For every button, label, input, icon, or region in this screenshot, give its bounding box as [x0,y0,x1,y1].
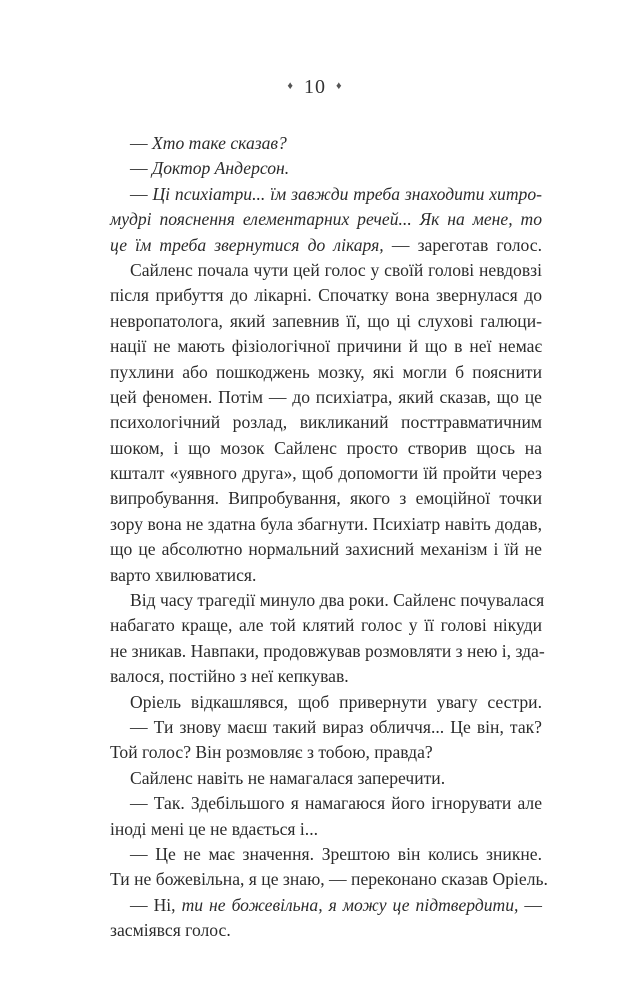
text-segment: після прибуття до лікарні. Спочатку вона звернулася до [110,285,542,306]
text-segment: засміявся голос. [110,920,231,941]
text-segment: іноді мені це не вдається і... [110,818,318,839]
text-segment: — Ти знову маєш такий вираз обличчя... Це він, так? [130,716,542,737]
text-segment: Ти не божевільна, я це знаю, — переконано сказав Оріель. [110,869,548,890]
text-segment: — зареготав голос. [383,234,542,255]
text-segment: пухлини або пошкоджень мозку, які могли б пояснити [110,361,542,382]
text-segment: — [518,894,542,915]
text-line [110,410,542,435]
text-segment: нації не мають фізіологічної причини й що в неї немає [110,336,542,357]
italic-text-segment: мудрі пояснення елементарних речей... Як на мене, то [110,209,542,230]
text-line [110,258,542,283]
text-line [110,715,542,740]
text-line [110,207,542,232]
text-line [110,588,545,613]
text-line [110,436,542,461]
text-segment: — [130,158,152,179]
text-line [110,867,548,892]
text-segment: цей феномен. Потім — до психіатра, який сказав, що це [110,386,542,407]
text-line [110,334,542,359]
text-line [110,309,542,334]
text-segment: — [130,133,152,153]
text-segment: набагато краще, але той клятий голос у її голові нікуди [110,615,542,636]
text-segment: Оріель відкашлявся, щоб привернути увагу сестри. [130,691,542,712]
text-line [110,740,542,765]
ornament-diamond-right-icon: ♦ [336,80,343,93]
italic-text-segment: це їм треба звернутися до лікаря, [110,234,384,255]
text-line [110,512,542,537]
text-segment: Від часу трагедії минуло два роки. Сайленс почувалася [130,590,545,611]
italic-text-segment: Хто таке сказав? [152,133,287,153]
text-line [110,486,542,511]
italic-text-segment: Доктор Андерсон. [152,158,290,179]
text-segment: кшталт «уявного друга», щоб допомогти їй пройти через [110,463,542,484]
text-line [110,182,542,207]
text-line [110,283,542,308]
text-line [110,385,542,410]
text-segment: що це абсолютно нормальний захисний механізм і їй не [110,539,542,560]
text-segment: Той голос? Він розмовляє з тобою, правда? [110,742,433,763]
text-line [110,639,545,664]
text-line [110,233,542,258]
text-segment: варто хвилюватися. [110,564,257,585]
text-segment: — Так. Здебільшого я намагаюся його ігнорувати але [130,793,542,814]
body-text [110,131,548,944]
text-line [110,131,542,156]
text-segment: Сайленс навіть не намагалася заперечити. [130,767,446,788]
ornament-diamond-left-icon: ♦ [287,80,294,93]
text-segment: — Ні, [130,894,182,915]
text-line [110,156,542,181]
text-segment: Сайленс почала чути цей голос у своїй голові невдовзі [130,259,542,280]
text-line [110,842,542,867]
text-line [110,766,542,791]
text-segment: не зникав. Навпаки, продовжував розмовляти з нею і, зда- [110,640,545,661]
text-line [110,537,542,562]
text-segment: психологічний розлад, викликаний посттравматичним [110,412,542,433]
text-line [110,461,542,486]
text-segment: випробування. Випробування, якого з емоційної точки [110,488,542,509]
text-line [110,893,542,918]
text-segment: невропатолога, який запевнив її, що ці слухові галюци- [110,310,542,331]
italic-text-segment: ти не божевільна, я можу це підтвердити, [181,894,519,915]
text-line [110,360,542,385]
text-line [110,664,542,689]
page-number: 10 [304,76,326,98]
text-segment: — Це не має значення. Зрештою він колись зникне. [130,843,542,864]
text-line [110,918,542,943]
text-segment: шоком, і що мозок Сайленс просто створив щось на [110,437,542,458]
text-line [110,613,542,638]
page-header [0,76,630,99]
text-line [110,791,542,816]
text-line [110,817,542,842]
italic-text-segment: Ці психіатри... їм завжди треба знаходити хитро- [152,183,542,204]
text-segment: валося, постійно з неї кепкував. [110,666,349,687]
text-line [110,563,542,588]
text-line [110,690,542,715]
text-segment: зору вона не здатна була збагнути. Психіатр навіть додав, [110,513,542,534]
text-segment: — [130,183,153,204]
